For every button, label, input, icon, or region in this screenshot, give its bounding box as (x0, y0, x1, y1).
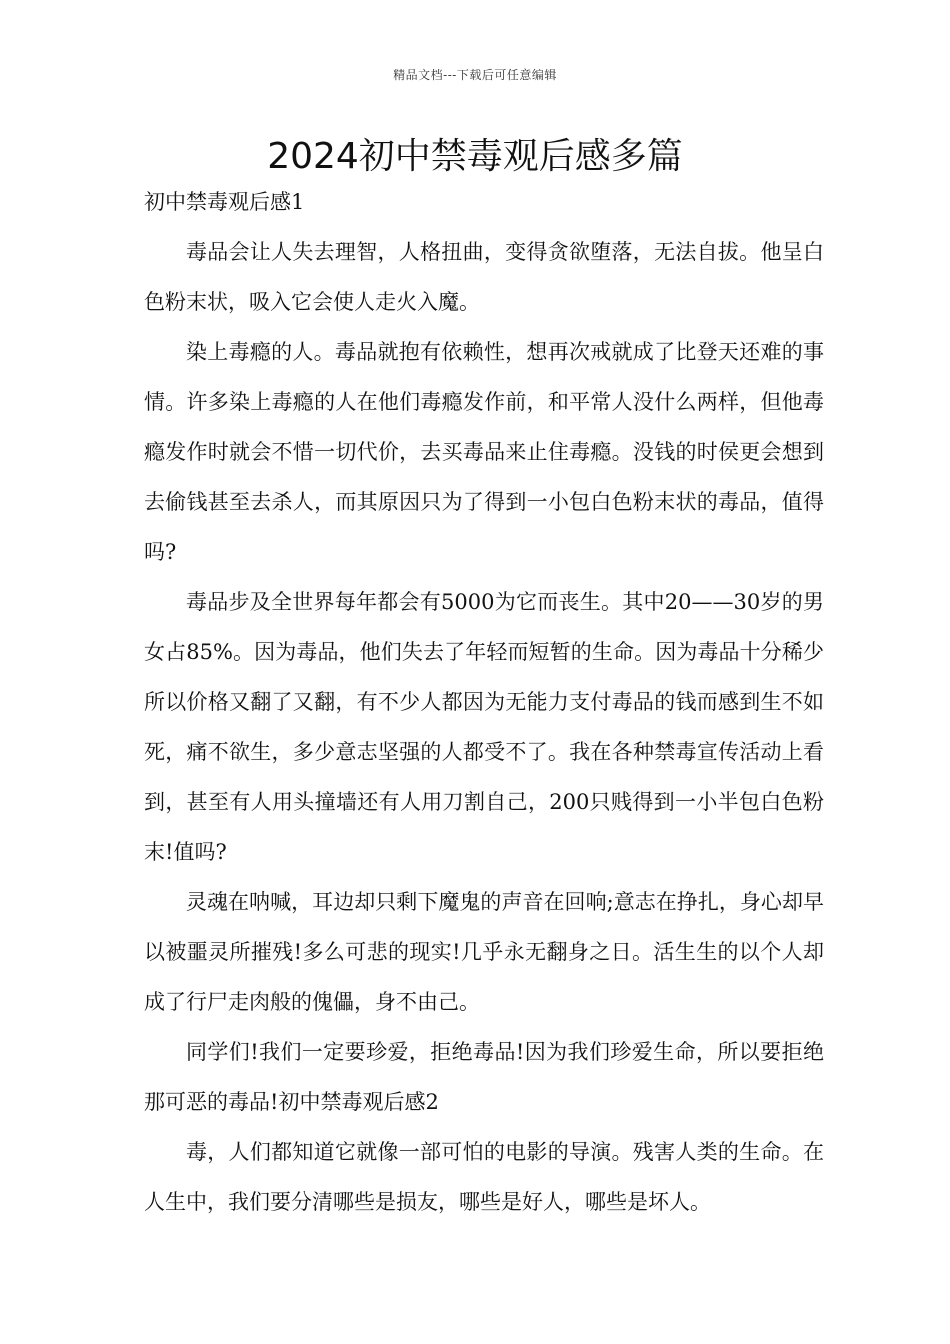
page-header-note: 精品文档---下载后可任意编辑 (393, 68, 557, 82)
paragraph-1: 毒品会让人失去理智，人格扭曲，变得贪欲堕落，无法自拔。他呈白色粉末状，吸入它会使人走火入魔。 (144, 240, 824, 314)
paragraph-2: 染上毒瘾的人。毒品就抱有依赖性，想再次戒就成了比登天还难的事情。许多染上毒瘾的人在他们毒瘾发作前，和平常人没什么两样，但他毒瘾发作时就会不惜一切代价，去买毒品来止住毒瘾。没钱的时侯更会想到去偷钱甚至去杀人，而其原因只为了得到一小包白色粉末状的毒品，值得吗? (144, 340, 824, 564)
section-heading: 初中禁毒观后感1 (144, 190, 305, 214)
paragraph-3: 毒品步及全世界每年都会有5000为它而丧生。其中20——30岁的男女占85%。因为毒品，他们失去了年轻而短暂的生命。因为毒品十分稀少所以价格又翻了又翻，有不少人都因为无能力支付毒品的钱而感到生不如死，痛不欲生，多少意志坚强的人都受不了。我在各种禁毒宣传活动上看到，甚至有人用头撞墙还有人用刀割自己，200只贱得到一小半包白色粉末!值吗? (144, 590, 824, 864)
paragraph-6: 毒，人们都知道它就像一部可怕的电影的导演。残害人类的生命。在人生中，我们要分清哪些是损友，哪些是好人，哪些是坏人。 (144, 1140, 824, 1214)
paragraph-4: 灵魂在呐喊，耳边却只剩下魔鬼的声音在回响;意志在挣扎，身心却早以被噩灵所摧残!多么可悲的现实!几乎永无翻身之日。活生生的以个人却成了行尸走肉般的傀儡，身不由己。 (144, 890, 824, 1014)
paragraph-5: 同学们!我们一定要珍爱，拒绝毒品!因为我们珍爱生命，所以要拒绝那可恶的毒品!初中禁毒观后感2 (144, 1040, 824, 1114)
document-title: 2024初中禁毒观后感多篇 (267, 136, 683, 177)
document-body (144, 182, 824, 1227)
